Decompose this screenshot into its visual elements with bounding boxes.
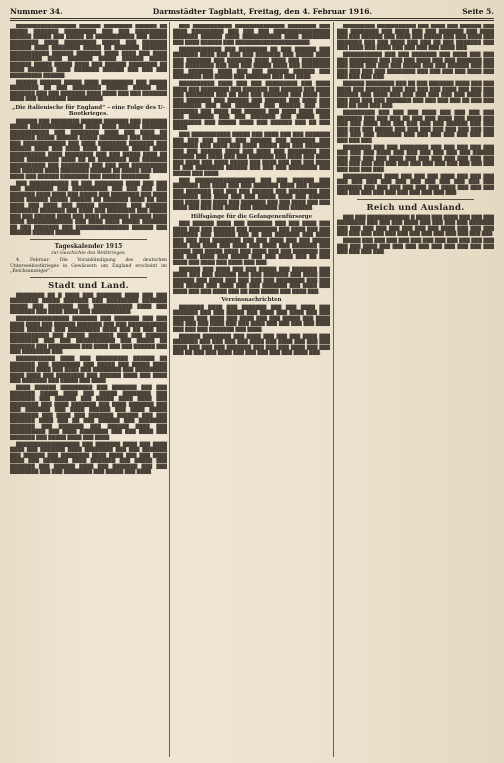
section-divider <box>30 239 147 240</box>
page-number: Seite 5. <box>462 6 494 16</box>
column-divider <box>169 22 170 757</box>
masthead: Darmstädter Tagblatt, Freitag, den 4. Februar 1916. <box>152 6 373 16</box>
article-text: ███ ███ ████████████ █ ████ ███ ████ ███ ███ ███ ████████ ███ ███ ███ ████ ███ ███ ███ ███ ███████ ███ ███ ███ ███ ███ ███ ███ ███ ████ ███ ███ ███ ███ ███ ███ ███ ███ ███ ███ ███ ███ ███ ███ ███ ███. █████ ███ ███ ███ ███ ███ ███ ███ ███ ███ ███ ███ ███ ███ ████ ███ ███ ███ ███ ███ ███ ███ ███ ███ ███ ███ ███ ███. <box>337 215 494 255</box>
article-text: ███ ██████ ████ ███ ███████ ███ ███ ████ ███ ████ ███ ███ ██████ ███ ████████ ███ ████ ███ ███ ███████ ███ ██████ ███ ██ ███ ███████ ███ ████ ███ ███ ███ ████████ ███ ███ ████ ███ ███ █████ ████ ███ ████ ███ ████ ███ ████ ███ ███████ ███ █████ ███ █████ ████ ███ ████ ███ ███ ███████ ███ ███ ███ ████ ███ █████ ███ ███ ████ ███ ██ ███ ████ ███ ████ ███ ████ ███ ███. ██████ ███ ████ ███ ███ █████ ███ ███████ ███ ████ ███ ███ ██████ ███ ███ ███████ ███ ████ ███ ██████ ███ ████ ███ ███ ███ ███ ████████ ███ ███ ███ █████ ███ ████ ███ ███ ███████ ███ ████ ███ ████ ███ ███ ████ ███ ██ ███ █████ ███ ████ ███. <box>173 222 330 295</box>
column-middle <box>173 24 330 757</box>
header-rule <box>10 18 494 19</box>
section-divider <box>30 277 147 278</box>
article-text: ██████ ███ ████████ ██████ ███████ ███ ███████ █████ ███████████████ ████ ████ ██████ ███████ ███████████ ███ ████████ ████ ███ ████ ██ ███████ █████ ██████ █████ ████████ ███ ███████ ███ ████████████ ███ ████ ████████ ███████ ███ ██████ ████ ███ ████ ████ ████████ █████ ████ ██████████ ████ ████████ ███ ███ █████ ████ ██ ████ █████████ ████ ██ ██ ████████ ███ ███████ ██████████ ███ ████████ ███ ███ ███ ██████████ ███ ██████ ████ ████████ ██████ ██ █████ ███ ████ ████ ███ ██████ ████████ ███ █████ ████████. ███ ███████████ ██ ███ ████████ ████ ███ ███ ███ ████████ ███ ██████████ ███ ███ ███ ███ ███████ ████ ████ ███ █████ ███ ████████ ███ ████ ████ ██████ █████ ██████ ██ ███████ ████ ██ ███ ████ ███ ████ ███ █████ ████████ ███ ██████ ████████ ███████ ███ ████ ███ ████████ ███ █████ ███ ███ ██████ ████ ███ ████ ████████ ██████ ████ ████ █████████████ ███ ████ ████ █████ ███████ ██ ███ ███████ ███ ███████████████ ██████ ███ ██████ ██████ ███████. <box>10 119 167 236</box>
headline-city: Stadt und Land. <box>48 280 129 291</box>
headline-foreign: Reich und Ausland. <box>366 202 465 213</box>
header-rule-thin <box>10 20 494 21</box>
headline-clubs: Vereinsnachrichten <box>221 297 282 303</box>
column-right <box>337 24 494 757</box>
headline-calendar: Tageskalender 1915 <box>54 242 123 250</box>
article-text: █████████████████ ██████ ████████ ██████ ██ █████ ███████ █████████ ███ ███ █████████ ██████ █████ ███ █████ ██ ███████████ ███ █████ ████████ ████ █████████ █████ ███ ███████ ██████ ████ ████████ █████ ██ ███████ ███████ ███████████ ██████ ███████ ████ ████ ███ ████ █████████ ████ ███████ █████ ██████ █████ ██████ █████ █████ ████ ███ ██████ ████████ ██ ████ ███████ ████ ███████ ██████ ███ ███ ███ █████████ ██████. ██████ ██████ █████ ████ █████████ ███ █████ ████████ ██ ███ ████████ ██████ █████ ███ ███████ ███ ███ ███████ ████ ████ ███ ███ ███████ ████ ███ ████████ ██████████. <box>10 24 167 102</box>
subheadline-calendar: zur Geschichte des Weltkrieges. <box>51 250 126 256</box>
article-text: ████████ ██ █ ████ ███ ███████ ████ ███ ███ ████████ █████ ███████ ███ █████████ ███████ █████ ███ ███████ ███ ███████████ ████ ███ ███████ ███ ████ ████ ███ ███████████. ███████████████ ███████ ███ ███████ ███ ███ ████ ████ ███ ██████ ███████ ███ ███ ███████████ ████ ███████ ███ █████████ ████ ███ ██ ███ ███ ███████████ ███ █████ ███████ ███ ███ ██████ ████████ ███ ███ ███████████ ███ █████ ██ ███████ ███ █████████ ███ ████ ███ ███ ██████ ███ ███ ████████ ███. ███████████ ████ ███ █████████ ██████ ██ ███████ ███ ████████ ███ █████ ███ █████ ████ ███████ ████ ███ ████ ███ ████████ ███ █████████ ████ ████ ███ ████████ ███ ██████ ████ ███ ████ ███ ███████ ███ █████ ███ ████. ████ ██████ █████████ ███ ███████ ███ ███ ███████ █████ ████ ███ █████ ████████ ███ ███████ ███ ██████ ███ █████ ████ ████ ███ ████████ ███ ████ ███████ ███ ████ ███████ ███ ███ ███████ ███ ████ ██████ ███ ████ █████ ████████ ███ ████ ███ ███████ ██████ ███ ███ ███████ ████ ███ ██ ███ ██████ ███ ████████ ███████ ███ ███████ ███ ██████ ████ ███ ██████████ ███ ████ ████████ ███ ███ ████ ███ ███████ ███ █████ ████ ███ ████. ██████████████████ ███ ███████ ████ ███ ████ ████ ███ ███████ ████ ████████ ███ ███ ███████ ███ ██████ ███ ████████ ████ ████ ███ ███ ████ ████ ███ ███████ ████ ███████ ███ █████ ███ ███████ ███ ██████ ████ ███ ███████ ███ ███ ████████ ███ ███ ████████ ███ █████ ███ ████. <box>10 293 167 475</box>
article-text: █████████ ███████████ ███ ████ ███ ██████ ███ ███ ████████ ███ ████ ███ ███ ███████ ███ ████ ███ ███ ██████ ███ ████ ███ █████ ███ ███ ████ ███ ███████ ███ ███ ████ ███ ███ ██ ███ ███████ ███ ███ ████ ███ ████ ███ ███ ███ ███ ████ ███. ███████████ ███ ███ ███████ ███ ████ ███ ███ ███ ████████ ███ ███ ███ ████ ███ ███ ███████ ███ ███ ████ ███ ███ ███ █████ ███ ███ ██████ ███ ███ ███ ███ ███ ███ ████████ ███ ███ ███ ███ ████ ███ ███ ███ ███ ███. ██████ ████████ ███ ██ ███ ███████ ████ ███ ███ ████ ███ ███████ ███ ███ ███ ███ ████ ███ ███ ███ ██████ ███ ████ ███ ███ ███ ███ ███ ███ ████ ███ ███ ███ ███ ███ ███████ ███ ███ ███ ███ ██ ███ ███ ███ ██ ███ ███ ███. █████████ ███ ███ ███ ████ ███ ███ ███ ███ ███████ ███ ███ ███ ██ ███ ███ ████ ███ ████ ███ ███ ███ ████ ███ ███ ███ ███ ███ ██████ ███ ███ ███ ███ ███ █████ ███ ███ ███ ███ ███ ███ ███ ███ ███ ███ ███ ███████ ███ ███ ███ ███ ███ ███ ███ ███ ███ ███. ████████ ███ ███ ████████ ███ ███ ███ ███ ███ ███ ███ ███ ████ ███ ███ ███ ███ ███ ███ ██████ ███ ███ ███ ███ ████ ███ ███ ███ ███ ███ ███ ███ ███ ███ ███ ███ ███ ███ ███ ███ ███ ███ ███ ███ ███ ███ ███ ███ ███. ███████████ ████ ███ ███ ███ ████ ███ ███ ███ ███ ███ ███ ███ ███ ███ ███ ███ ███ ███ ███ ███████ ███ ███ ███ ███ ███ ███ ████ ███ ███ ███ ███ ███ ███ ███ ███ ███ ███ ███ ███ ███. <box>337 24 494 196</box>
article-text: ███████ ████ ███ ███████ ███ ███ ████ ███ ███████ ███ ███ █████ ███ ████ ███ ████ ███ ███ ██████ ███ ████ ███ ████ ███ ███ █████ ███ ████ ███ ███ ███ ████ ███ ███ ████ ███ ███ ███ ███ ████ ███ ███ ███ ███████ ███ ████. ██████ ████████ ███ ████ ███ ███ ███ ████ ███ ███████ ███ ███ ███ ███ ████ ███ ████ ███ ███ ███ ████ ███ ███ ███ ███████ ███ ███ ███ ████ ███ ███ ███ ██ ███ ███ ████ ███ ███ ███ ███ ███ ████ ███. <box>173 305 330 356</box>
page-header <box>10 4 494 18</box>
headline-england: „Die italienische für England“ – eine Folge des U-Bootkrieges. <box>12 104 165 117</box>
section-divider <box>357 199 474 200</box>
issue-number: Nummer 34. <box>10 6 63 16</box>
headline-prisoners: Hilfsgänge für die Gefangenenfürsorge <box>190 213 313 220</box>
column-left <box>10 24 167 757</box>
column-divider <box>333 22 334 757</box>
calendar-entry: 4. Februar: Die Vorankündigung des deutschen Unterseebootkrieges in Gewässern um England erscheint im „Reichsanzeiger“. <box>10 258 167 274</box>
article-text: ███ ███████████ ██████████████ ████████ ███ ████ █████████ ███ ███ ███ ████████████████ ███████ ██████ ████ ███████████ ████ ████████ ███ ████ ██████ ███ █████████████████████. ████████████ ███ ████████ ██ ███ ██████ ███ ███████ ████ ███ ███ ███ ███████ ███ █████ ████ ███ ███████ ███ ███████ ████ ████ ███ ████████ ███ ████████ ███ ███ ███ █████ ████ ███ ████████ ███ ███████ ████ ███ ███ ██████ ██████ ███ ████████ ███ █████ ███ ███████ ███ ███ ████. ██████████ ████ ███ ███ █████████ ███ ████ ████ ███ ████████ ███ ███████ ███ ██████ ███ ████ ███ ████████ ███ ██ ███ ███ ███████ ███ ████ ███ ███ ███████ ███ ██████ ███ ██████ ███ ████ ███ ████████ ███ ███ ███████ ███ ██████ ███ ███ ███████ ███ ████ ███ ██████ ███ ████ ████ ████ ███ ███████ ███ ███ ███████ ███ █████ ███ ████████ ███ █████ ████ ███ ██████ ███ ██ ███ ████. ███ ███████████ █████ ███ ████ ███ ███ ███████ ███ ███ ███ ████ ███ ██████ ███ ███████ ███ ███████ ███ ████ ███ ████ █████ ███ ███ ███████ ███ ███ ██████ ████ ███ ████ ███ ████████ ███ ██████ ███ ████ ███ ███ ███████ ███ ████ ███ ████ ███ ████ ███ ████ █████ ███ ████ ███ ███ ███ ████ ██ ███ ████████ ██████ ███ ███ ███ ████████ ███ █████ ███ ████. ███ █████████████████ ███ ███ ██████ ███ ███████ ███ ████ ███ ███ ███████ ████ ███ ██████ ███ ███████ ███ ███ ███ ██████ ███ ████████ ███ ███████ ███ ████ ███ ███ █████ ████ ███ ██████ ███ ████ ███ ████ ███ ███████ ███ ███ ████ ███ ███ ████ ███ ███ ███ ████ ███ ███████ ███ ██████. <box>173 24 330 211</box>
